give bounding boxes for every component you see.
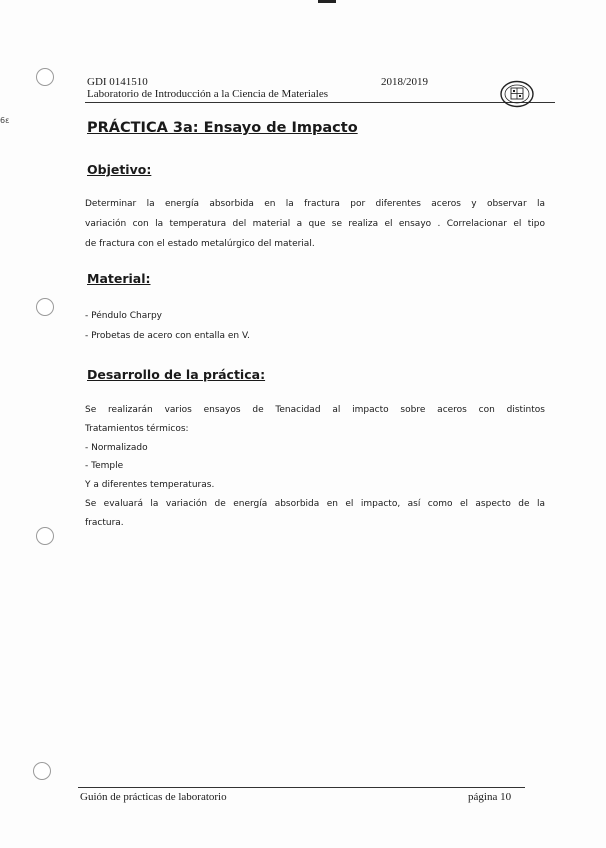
objetivo-paragraph [85,194,545,254]
list-item: - Temple [85,461,124,472]
university-seal-icon [499,80,535,108]
material-list [85,306,545,346]
footer-rule [78,787,525,788]
punch-hole [36,527,54,545]
punch-hole [33,762,51,780]
document-code: GDI 0141510 [87,76,148,88]
text-line: Se evaluará la variación de energía absorbida en el impacto, así como el aspecto de la [85,498,545,509]
text-line: Se realizarán varios ensayos de Tenacidad al impacto sobre aceros con distintos [85,405,545,415]
text-line: de fractura con el estado metalúrgico del material. [85,239,315,249]
list-item: - Probetas de acero con entalla en V. [85,331,250,341]
text-line: Determinar la energía absorbida en la fractura por diferentes aceros y observar la [85,199,545,209]
text-line: variación con la temperatura del material a que se realiza el ensayo . Correlacionar el tipo [85,219,545,229]
footer-title: Guión de prácticas de laboratorio [80,791,227,803]
page-number: página 10 [468,791,512,803]
material-heading: Material: [87,271,151,286]
text-line: fractura. [85,517,124,528]
desarrollo-paragraph [85,401,545,533]
edge-mark: 6ɛ [0,116,10,125]
list-item: - Normalizado [85,442,148,453]
punch-hole [36,68,54,86]
objetivo-heading: Objetivo: [87,162,152,177]
page-title: PRÁCTICA 3a: Ensayo de Impacto [87,120,358,136]
header-rule [85,102,555,103]
text-line: Tratamientos térmicos: [85,423,189,434]
desarrollo-heading: Desarrollo de la práctica: [87,367,266,382]
list-item: - Péndulo Charpy [85,311,162,321]
academic-year: 2018/2019 [381,76,429,88]
scan-mark [318,0,336,3]
course-name: Laboratorio de Introducción a la Ciencia de Materiales [87,88,328,100]
text-line: Y a diferentes temperaturas. [85,480,215,491]
punch-hole [36,298,54,316]
